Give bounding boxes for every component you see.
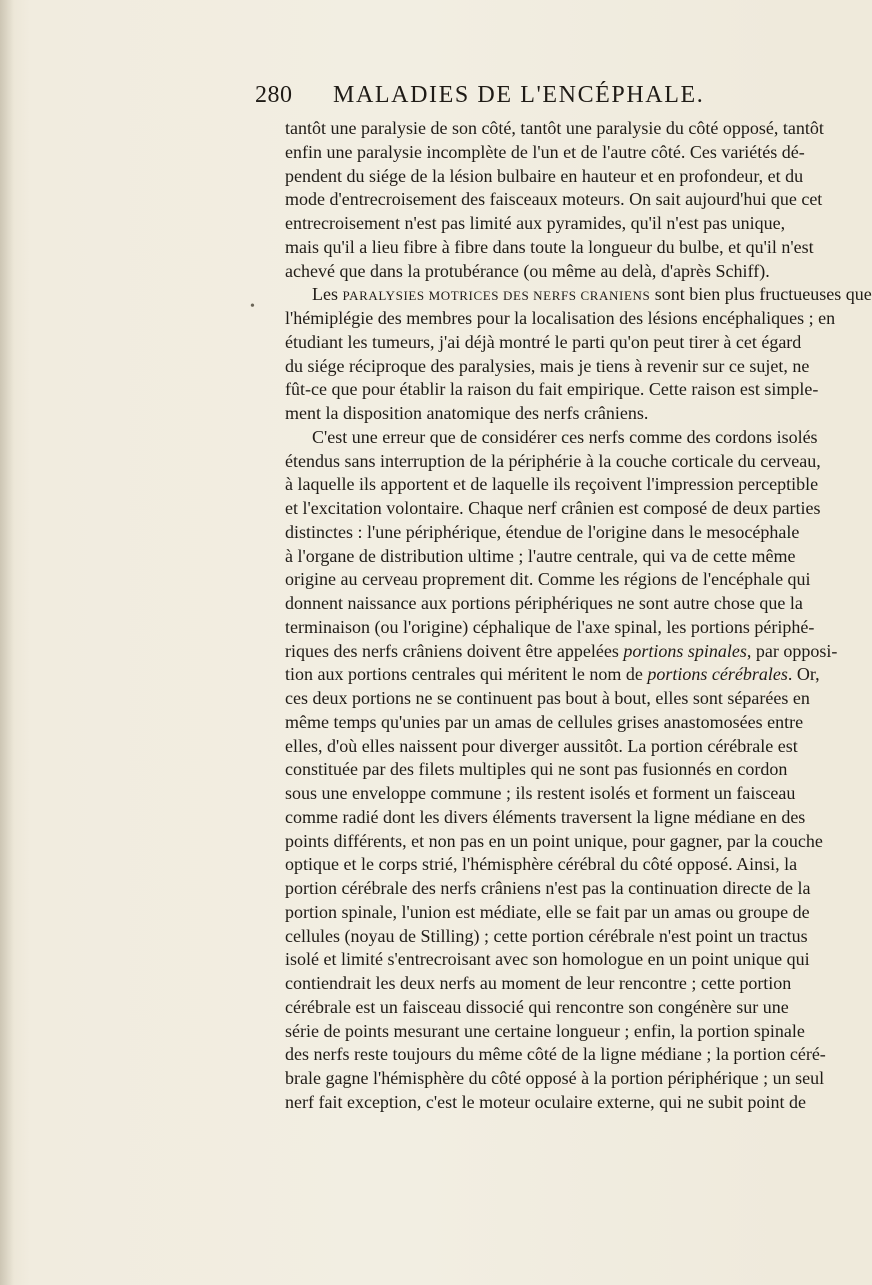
text-line: comme radié dont les divers éléments traversent la ligne médiane en des [285,806,806,827]
page-header [0,82,800,112]
text-line: contiendrait les deux nerfs au moment de leur rencontre ; cette portion [285,973,792,993]
text-run: , par opposi- [746,640,838,661]
text-line: étudiant les tumeurs, j'ai déjà montré le parti qu'on peut tirer à cet égard [285,331,802,352]
text-line [285,640,838,664]
text-line [285,283,872,307]
text-run: . Or, [787,664,820,685]
text-run: sont bien plus fructueuses que [650,284,872,305]
text-line: constituée par des filets multiples qui ne sont pas fusionnés en cordon [285,759,788,780]
text-line: portion cérébrale des nerfs crâniens n'est pas la continuation directe de la [285,878,811,898]
text-line: sous une enveloppe commune ; ils restent isolés et forment un faisceau [285,783,796,803]
text-line: à laquelle ils apportent et de laquelle ils reçoivent l'impression perceptible [285,474,819,495]
text-line: fût-ce que pour établir la raison du fait empirique. Cette raison est simple- [285,379,819,400]
text-line: même temps qu'unies par un amas de cellules grises anastomosées entre [285,711,804,732]
text-line: série de points mesurant une certaine longueur ; enfin, la portion spinale [285,1020,805,1041]
text-line: optique et le corps strié, l'hémisphère cérébral du côté opposé. Ainsi, la [285,854,798,875]
text-line: C'est une erreur que de considérer ces nerfs comme des cordons isolés [312,426,818,447]
text-line: et l'excitation volontaire. Chaque nerf crânien est composé de deux parties [285,498,821,518]
text-line: à l'organe de distribution ultime ; l'autre centrale, qui va de cette même [285,545,796,566]
text-line: portion spinale, l'union est médiate, elle se fait par un amas ou groupe de [285,901,810,922]
text-line: enfin une paralysie incomplète de l'un et de l'autre côté. Ces variétés dé- [285,141,805,162]
text-line: étendus sans interruption de la périphérie à la couche corticale du cerveau, [285,450,821,471]
text-line [285,663,820,687]
text-line: achevé que dans la protubérance (ou même au delà, d'après Schiff). [285,260,770,281]
text-line: origine au cerveau proprement dit. Comme les régions de l'encéphale qui [285,569,811,590]
text-line: ces deux portions ne se continuent pas bout à bout, elles sont séparées en [285,688,810,708]
text-line: du siége réciproque des paralysies, mais je tiens à revenir sur ce sujet, ne [285,355,810,376]
small-caps-heading: PARALYSIES MOTRICES DES NERFS CRANIENS [342,288,651,304]
text-line: cellules (noyau de Stilling) ; cette portion cérébrale n'est point un tractus [285,925,808,946]
page-number: 280 [255,82,293,108]
margin-bullet: • [250,299,255,314]
gutter-shadow [0,0,14,1285]
text-line: ment la disposition anatomique des nerfs crâniens. [285,403,649,423]
text-line: pendent du siége de la lésion bulbaire en hauteur et en profondeur, et du [285,165,804,186]
text-line: nerf fait exception, c'est le moteur oculaire externe, qui ne subit point de [285,1091,807,1112]
running-head: MALADIES DE L'ENCÉPHALE. [333,82,705,108]
text-line: isolé et limité s'entrecroisant avec son homologue en un point unique qui [285,949,810,970]
text-run: Les [312,284,343,305]
text-line: tantôt une paralysie de son côté, tantôt une paralysie du côté opposé, tantôt [285,118,824,138]
text-line: cérébrale est un faisceau dissocié qui rencontre son congénère sur une [285,996,789,1017]
text-line: mode d'entrecroisement des faisceaux moteurs. On sait aujourd'hui que cet [285,189,823,210]
text-line: l'hémiplégie des membres pour la localisation des lésions encéphaliques ; en [285,308,836,328]
text-line: donnent naissance aux portions périphériques ne sont autre chose que la [285,593,803,613]
text-line: entrecroisement n'est pas limité aux pyramides, qu'il n'est pas unique, [285,213,786,233]
text-line: distinctes : l'une périphérique, étendue de l'origine dans le mesocéphale [285,521,800,542]
text-line: terminaison (ou l'origine) céphalique de l'axe spinal, les portions périphé- [285,616,815,637]
italic-term: portions cérébrales [647,664,788,685]
text-run: riques des nerfs crâniens doivent être appelées [285,640,624,661]
text-line: mais qu'il a lieu fibre à fibre dans toute la longueur du bulbe, et qu'il n'est [285,236,814,257]
italic-term: portions spinales [623,640,747,661]
text-run: tion aux portions centrales qui méritent le nom de [285,664,648,685]
body-text [285,117,872,1115]
text-line: des nerfs reste toujours du même côté de la ligne médiane ; la portion céré- [285,1044,826,1065]
text-line: points différents, et non pas en un point unique, pour gagner, par la couche [285,830,823,851]
text-line: brale gagne l'hémisphère du côté opposé à la portion périphérique ; un seul [285,1068,825,1088]
text-line: elles, d'où elles naissent pour diverger aussitôt. La portion cérébrale est [285,735,798,756]
